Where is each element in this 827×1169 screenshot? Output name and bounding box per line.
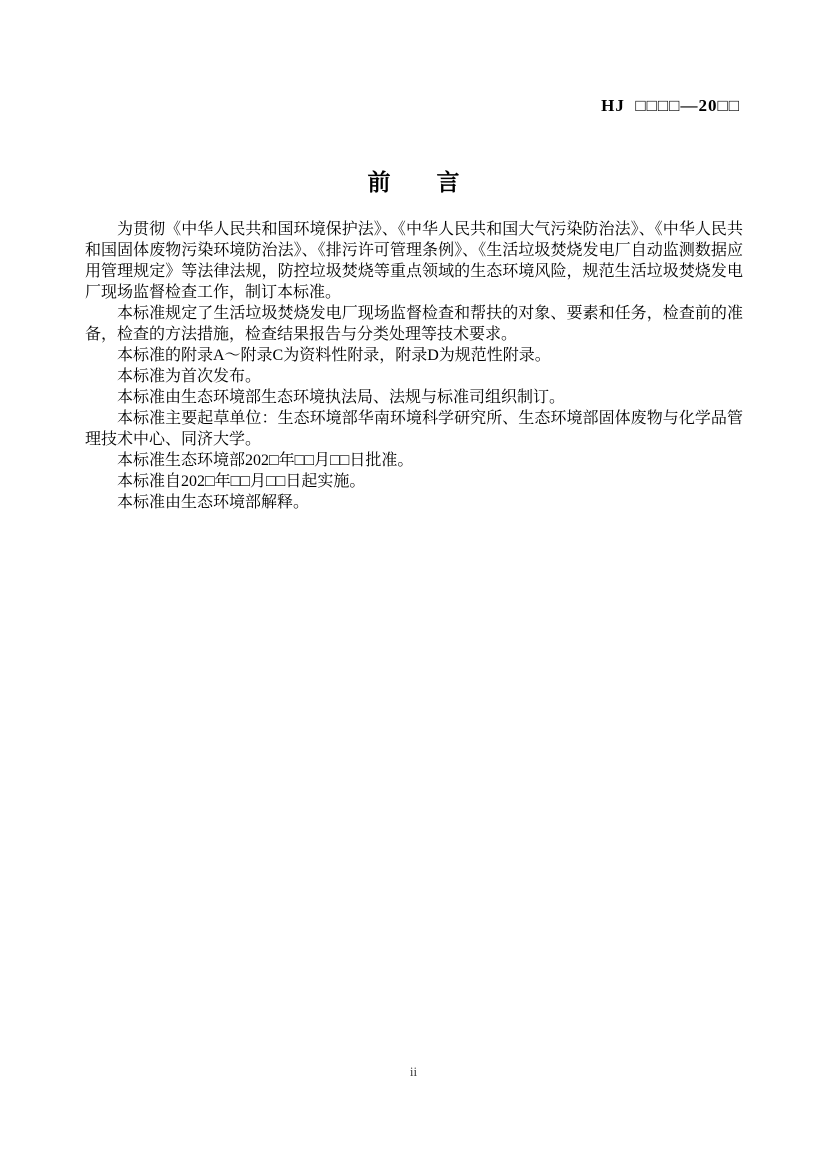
paragraph: 为贯彻《中华人民共和国环境保护法》、《中华人民共和国大气污染防治法》、《中华人民共和国固体废物污染环境防治法》、《排污许可管理条例》、《生活垃圾焚烧发电厂自动监测数据应用管理规定》等法律法规，防控垃圾焚烧等重点领域的生态环境风险，规范生活垃圾焚烧发电厂现场监督检查工作，制订本标准。 bbox=[85, 221, 743, 301]
paragraph: 本标准主要起草单位：生态环境部华南环境科学研究所、生态环境部固体废物与化学品管理技术中心、同济大学。 bbox=[85, 410, 743, 448]
paragraph: 本标准由生态环境部生态环境执法局、法规与标准司组织制订。 bbox=[117, 389, 566, 406]
paragraph: 本标准自202□年□□月□□日起实施。 bbox=[117, 473, 366, 490]
standard-number-header: HJ □□□□—20□□ bbox=[601, 96, 740, 115]
paragraph: 本标准的附录A～附录C为资料性附录，附录D为规范性附录。 bbox=[117, 347, 551, 364]
paragraph: 本标准为首次发布。 bbox=[117, 368, 262, 385]
paragraph: 本标准生态环境部202□年□□月□□日批准。 bbox=[117, 452, 414, 469]
document-body bbox=[85, 219, 743, 513]
page-number: ii bbox=[409, 1064, 418, 1079]
foreword-title: 前 言 bbox=[367, 170, 460, 195]
paragraph: 本标准规定了生活垃圾焚烧发电厂现场监督检查和帮扶的对象、要素和任务，检查前的准备，检查的方法措施，检查结果报告与分类处理等技术要求。 bbox=[85, 305, 743, 343]
paragraph: 本标准由生态环境部解释。 bbox=[117, 494, 310, 511]
